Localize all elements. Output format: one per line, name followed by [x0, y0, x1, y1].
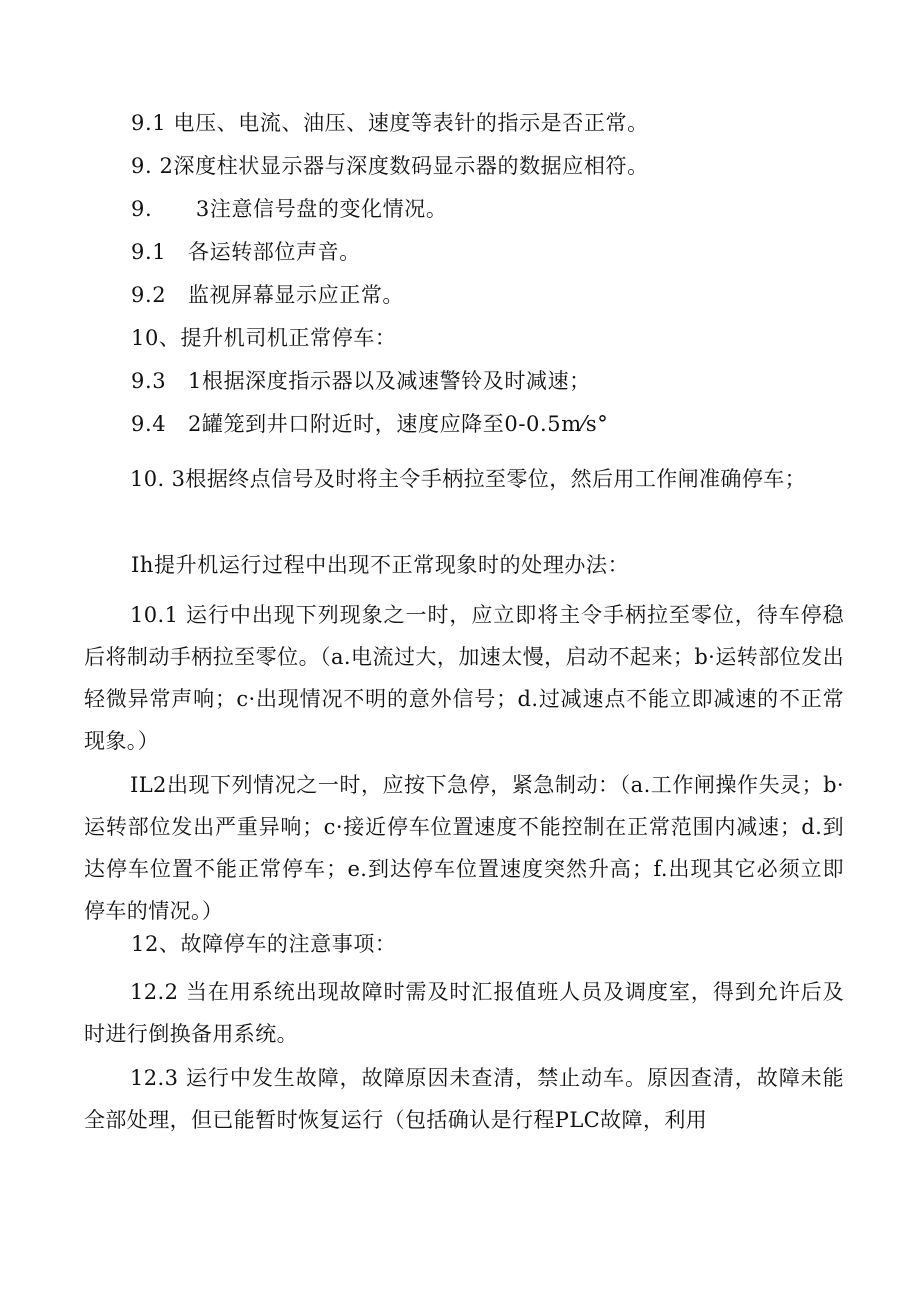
paragraph-10-1-text: 10.1 运行中出现下列现象之一时，应立即将主令手柄拉至零位，待车停稳后将制动手柄拉至零位。（a.电流过大，加速太慢，启动不起来；b·运转部位发出轻微异常声响；c·出现情况不明的意外信号；d.过减速点不能立即减速的不正常现象。）	[84, 603, 844, 753]
paragraph-12-2	[84, 971, 844, 1055]
line-9-3: 9. 3注意信号盘的变化情况。	[131, 197, 448, 221]
line-9-2-monitor: 9.2 监视屏幕显示应正常。	[131, 283, 405, 307]
paragraph-12-3	[84, 1057, 844, 1141]
line-9-1-sound: 9.1 各运转部位声音。	[131, 240, 361, 264]
heading-12: 12、故障停车的注意事项：	[131, 932, 397, 956]
heading-10: 10、提升机司机正常停车：	[131, 326, 397, 350]
paragraph-il2	[84, 764, 844, 932]
line-9-4-speed: 9.4 2罐笼到井口附近时，速度应降至0-0.5m⁄s°	[131, 412, 609, 436]
paragraph-12-2-text: 12.2 当在用系统出现故障时需及时汇报值班人员及调度室，得到允许后及时进行倒换备用系统。	[84, 980, 844, 1046]
line-9-2: 9. 2深度柱状显示器与深度数码显示器的数据应相符。	[131, 154, 649, 178]
paragraph-10-3	[84, 458, 844, 500]
paragraph-12-3-text: 12.3 运行中发生故障，故障原因未查清，禁止动车。原因查清，故障未能全部处理，但已能暂时恢复运行（包括确认是行程PLC故障，利用	[84, 1066, 844, 1132]
paragraph-il2-text: IL2出现下列情况之一时，应按下急停，紧急制动：（a.工作闸操作失灵；b·运转部位发出严重异响；c·接近停车位置速度不能控制在正常范围内减速；d.到达停车位置不能正常停车；e.到达停车位置速度突然升高；f.出现其它必须立即停车的情况。）	[84, 773, 844, 923]
heading-11: Ih提升机运行过程中出现不正常现象时的处理办法：	[131, 553, 630, 577]
line-9-1: 9.1 电压、电流、油压、速度等表针的指示是否正常。	[131, 111, 649, 135]
paragraph-10-1	[84, 594, 844, 762]
paragraph-10-3-text: 10. 3根据终点信号及时将主令手柄拉至零位，然后用工作闸准确停车；	[130, 467, 807, 491]
line-9-3-decelerate: 9.3 1根据深度指示器以及减速警铃及时减速；	[131, 369, 591, 393]
